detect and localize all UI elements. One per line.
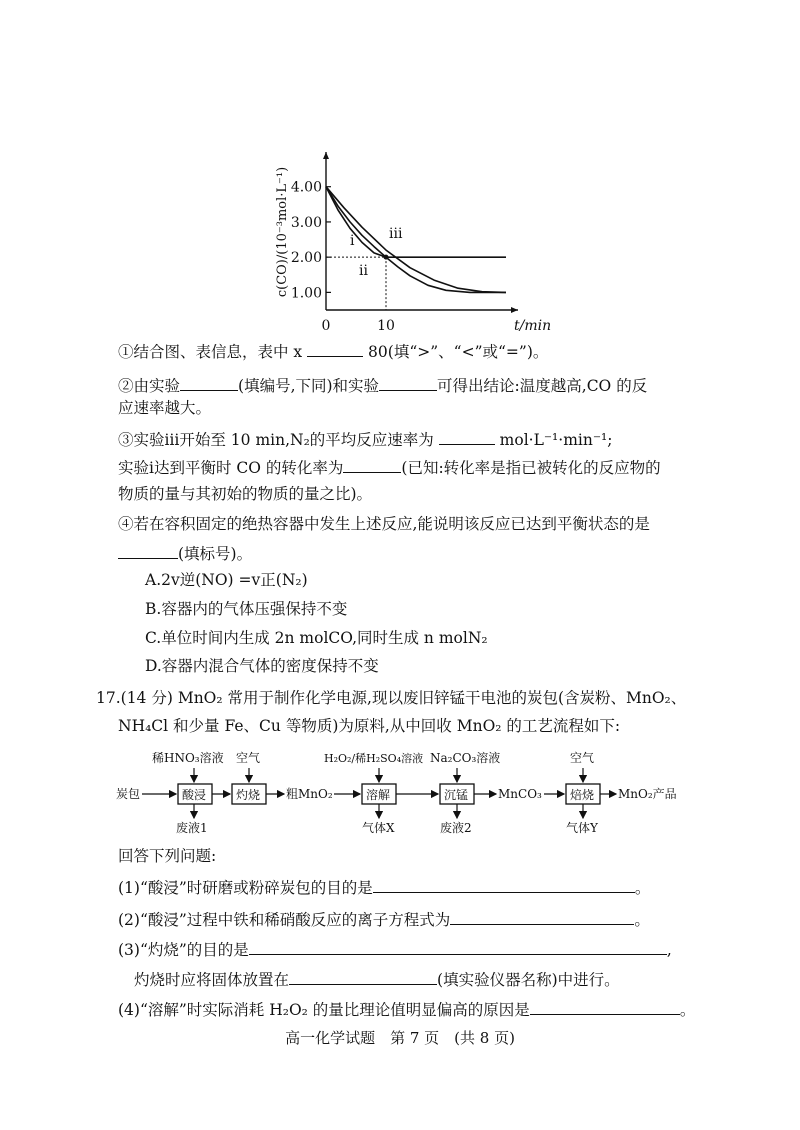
period: 。 bbox=[634, 911, 650, 929]
flow-out-1: 废液1 bbox=[176, 821, 208, 835]
flow-step-1: 酸浸 bbox=[182, 788, 207, 802]
y-tick-label: 1.00 bbox=[290, 285, 322, 302]
option-c[interactable]: C.单位时间内生成 2n molCO,同时生成 n molN₂ bbox=[145, 629, 488, 647]
q17-stem-line2: NH₄Cl 和少量 Fe、Cu 等物质)为原料,从中回收 MnO₂ 的工艺流程如下: bbox=[118, 717, 621, 735]
flow-out-4: 废液2 bbox=[440, 821, 472, 835]
q16-item4-b: (填标号)。 bbox=[178, 545, 253, 563]
co-concentration-chart bbox=[270, 150, 552, 335]
intersection-point bbox=[384, 255, 389, 260]
y-axis-arrow bbox=[323, 152, 329, 159]
chart-svg bbox=[270, 150, 552, 335]
q17-sub4 bbox=[118, 998, 718, 1020]
q16-item3 bbox=[118, 428, 718, 450]
q17-prompt: 回答下列问题: bbox=[118, 847, 217, 865]
q17-sub3c-text: (填实验仪器名称)中进行。 bbox=[437, 971, 620, 989]
q17-sub3b-text: 灼烧时应将固体放置在 bbox=[134, 971, 290, 989]
q16-item2-c: 可得出结论:温度越高,CO 的反 bbox=[437, 377, 648, 395]
series-label-ii: ii bbox=[359, 262, 368, 279]
flow-svg bbox=[112, 748, 692, 838]
q16-item3-b: mol·L⁻¹·min⁻¹; bbox=[499, 431, 613, 449]
q16-item2-d: 应速率越大。 bbox=[118, 399, 212, 417]
flow-reagent-4: Na₂CO₃溶液 bbox=[430, 751, 501, 765]
flow-product: MnO₂产品 bbox=[618, 787, 677, 801]
x-axis-arrow bbox=[511, 307, 518, 313]
q16-item2-b: (填编号,下同)和实验 bbox=[238, 377, 380, 395]
x-tick-label: 0 bbox=[321, 318, 331, 334]
q16-item3-a: ③实验ⅲ开始至 10 min,N₂的平均反应速率为 bbox=[118, 431, 434, 449]
y-tick-label: 2.00 bbox=[290, 250, 322, 267]
q16-item4-a: ④若在容积固定的绝热容器中发生上述反应,能说明该反应已达到平衡状态的是 bbox=[118, 515, 650, 533]
answer-blank[interactable] bbox=[118, 542, 178, 559]
option-b[interactable]: B.容器内的气体压强保持不变 bbox=[145, 600, 348, 618]
q16-item3-e: 物质的量与其初始的物质的量之比)。 bbox=[118, 485, 373, 503]
y-axis-title: c(CO)/(10⁻³mol·L⁻¹) bbox=[275, 166, 290, 298]
period: 。 bbox=[634, 879, 651, 897]
answer-blank[interactable] bbox=[249, 938, 667, 955]
flow-out-5: 气体Y bbox=[566, 821, 598, 835]
q16-item1 bbox=[118, 340, 718, 362]
q16-item3-d: (已知:转化率是指已被转化的反应物的 bbox=[401, 459, 661, 477]
y-tick-label: 4.00 bbox=[290, 179, 322, 196]
q16-item1-tail: 80(填“>”、“<”或“=”)。 bbox=[368, 343, 549, 361]
q17-sub1 bbox=[118, 876, 718, 898]
flow-reagent-1: 稀HNO₃溶液 bbox=[152, 751, 224, 765]
y-tick-label: 3.00 bbox=[290, 214, 322, 231]
series-label-iii: iii bbox=[389, 225, 403, 242]
q16-item2 bbox=[118, 374, 718, 396]
flow-reagent-5: 空气 bbox=[570, 751, 595, 765]
answer-blank[interactable] bbox=[373, 876, 635, 893]
q17-sub3-text: (3)“灼烧”的目的是 bbox=[118, 941, 249, 959]
answer-blank[interactable] bbox=[289, 968, 437, 985]
q17-sub2 bbox=[118, 908, 718, 930]
answer-blank[interactable] bbox=[439, 428, 495, 445]
answer-blank[interactable] bbox=[530, 998, 680, 1015]
flow-step-4: 沉锰 bbox=[444, 788, 469, 802]
q17-sub2-text: (2)“酸浸”过程中铁和稀硝酸反应的离子方程式为 bbox=[118, 911, 451, 929]
q17-sub1-text: (1)“酸浸”时研磨或粉碎炭包的目的是 bbox=[118, 879, 373, 897]
flow-mid-1: 粗MnO₂ bbox=[286, 787, 333, 801]
x-axis-title: t/min bbox=[514, 318, 552, 334]
q17-sub4-text: (4)“溶解”时实际消耗 H₂O₂ 的量比理论值明显偏高的原因是 bbox=[118, 1001, 530, 1019]
q16-item3-c: 实验ⅰ达到平衡时 CO 的转化率为 bbox=[118, 459, 344, 477]
answer-blank[interactable] bbox=[379, 374, 437, 391]
answer-blank[interactable] bbox=[450, 908, 634, 925]
option-a[interactable]: A.2v逆(NO) =v正(N₂) bbox=[145, 571, 308, 589]
flow-out-3: 气体X bbox=[362, 821, 395, 835]
flow-step-2: 灼烧 bbox=[236, 788, 261, 802]
answer-blank[interactable] bbox=[343, 456, 401, 473]
flow-start: 炭包 bbox=[116, 787, 141, 801]
series-label-i: i bbox=[350, 232, 355, 249]
flow-reagent-3: H₂O₂/稀H₂SO₄溶液 bbox=[324, 752, 424, 765]
option-d[interactable]: D.容器内混合气体的密度保持不变 bbox=[145, 657, 379, 675]
q17-sub3 bbox=[118, 938, 718, 960]
flow-mid-2: MnCO₃ bbox=[498, 787, 542, 801]
q17-sub3-line2 bbox=[134, 968, 734, 990]
answer-blank[interactable] bbox=[307, 340, 363, 357]
q16-item4-line2 bbox=[118, 542, 718, 564]
process-flow-diagram bbox=[112, 748, 692, 838]
comma: , bbox=[666, 941, 672, 959]
page-footer: 高一化学试题 第 7 页 (共 8 页) bbox=[285, 1029, 515, 1047]
x-tick-label: 10 bbox=[377, 318, 395, 334]
flow-step-3: 溶解 bbox=[366, 788, 391, 802]
q16-item2-a: ②由实验 bbox=[118, 377, 181, 395]
answer-blank[interactable] bbox=[180, 374, 238, 391]
flow-reagent-2: 空气 bbox=[236, 751, 261, 765]
q16-item1-text: ①结合图、表信息，表中 x bbox=[118, 343, 303, 361]
q16-item3-line2 bbox=[118, 456, 718, 478]
q17-stem-line1: 17.(14 分) MnO₂ 常用于制作化学电源,现以废旧锌锰干电池的炭包(含炭粉、MnO₂、 bbox=[96, 689, 687, 707]
period: 。 bbox=[679, 1001, 696, 1019]
flow-step-5: 焙烧 bbox=[570, 788, 595, 802]
